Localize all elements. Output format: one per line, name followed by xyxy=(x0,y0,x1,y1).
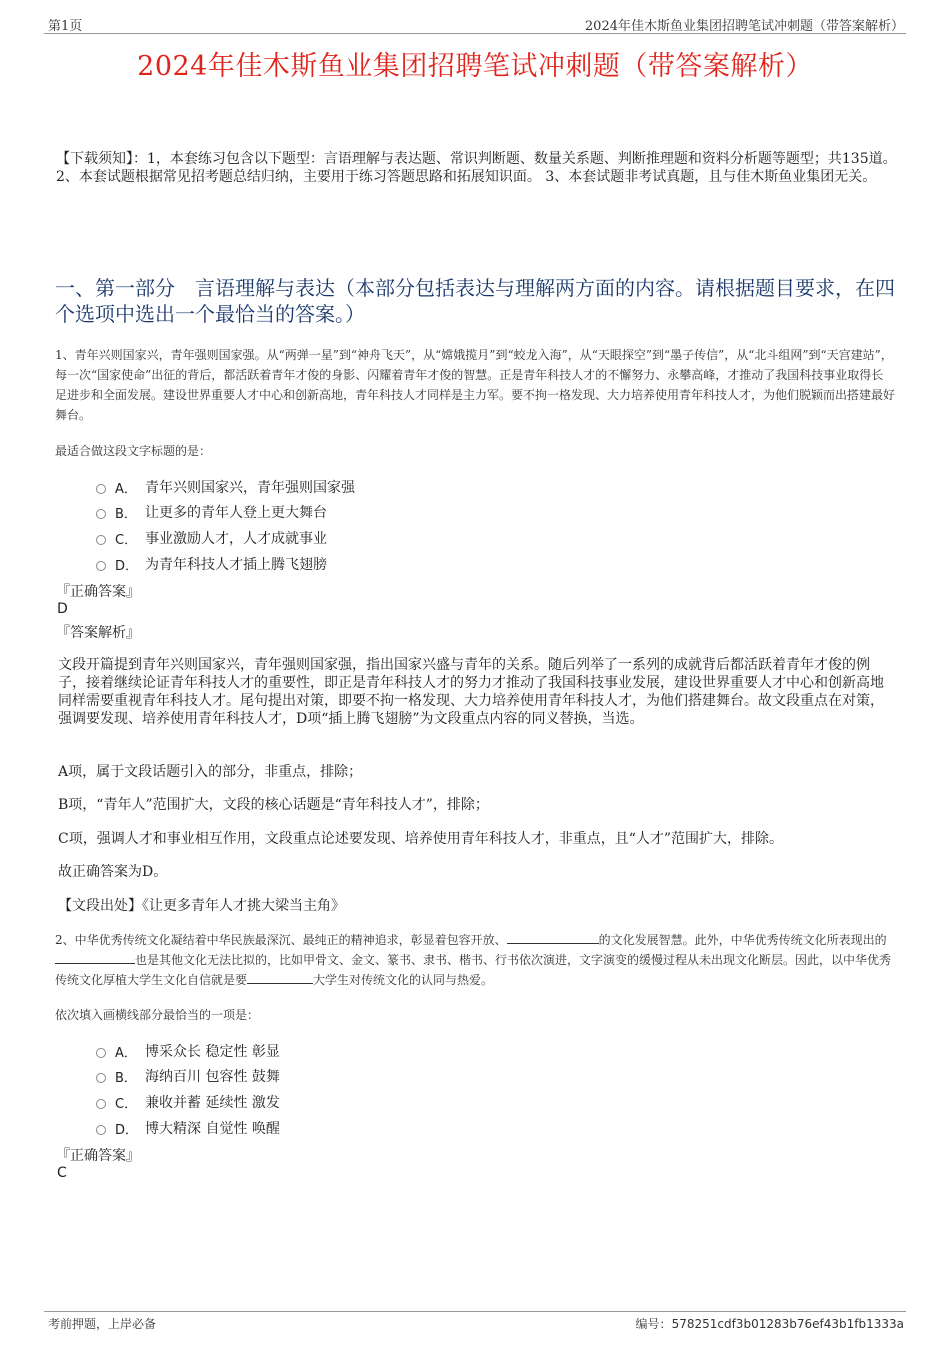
option-letter: D． xyxy=(115,1122,139,1138)
q1-analysis-label: 『答案解析』 xyxy=(56,625,140,641)
option-letter: A． xyxy=(115,481,137,497)
q1-conclusion: 故正确答案为D。 xyxy=(58,864,168,880)
q1-note-c: C项，强调人才和事业相互作用，文段重点论述要发现、培养使用青年科技人才，非重点，且“人才”范围扩大，排除。 xyxy=(58,831,784,847)
q2-answer-label: 『正确答案』 xyxy=(56,1148,140,1164)
question-1-prompt: 最适合做这段文字标题的是： xyxy=(55,444,212,458)
q1-note-b: B项，“青年人”范围扩大，文段的核心话题是“青年科技人才”，排除； xyxy=(58,797,489,813)
radio-icon[interactable] xyxy=(96,1099,106,1109)
question-2-text xyxy=(55,930,895,990)
q2-text-part: 2、中华优秀传统文化凝结着中华民族最深沉、最纯正的精神追求，彰显着包容开放、 xyxy=(55,933,507,947)
header-divider xyxy=(44,33,906,34)
q1-option-b[interactable] xyxy=(96,502,327,522)
option-text: 博大精深 自觉性 唤醒 xyxy=(145,1121,280,1137)
q1-note-a: A项，属于文段话题引入的部分，非重点，排除； xyxy=(58,764,363,780)
option-text: 兼收并蓄 延续性 激发 xyxy=(145,1095,280,1111)
radio-icon[interactable] xyxy=(96,509,106,519)
option-text: 为青年科技人才插上腾飞翅膀 xyxy=(145,557,327,573)
page-title: 2024年佳木斯鱼业集团招聘笔试冲刺题（带答案解析） xyxy=(137,51,813,82)
fill-blank xyxy=(247,971,313,984)
q1-answer: D xyxy=(57,601,68,617)
radio-icon[interactable] xyxy=(96,484,106,494)
q2-text-part: 大学生对传统文化的认同与热爱。 xyxy=(313,973,494,987)
radio-icon[interactable] xyxy=(96,535,106,545)
q1-option-a[interactable] xyxy=(96,477,355,497)
q1-analysis: 文段开篇提到青年兴则国家兴，青年强则国家强，指出国家兴盛与青年的关系。随后列举了一系列的成就背后都活跃着青年才俊的例子，接着继续论证青年科技人才的重要性，即正是青年科技人才的努力才推动了我国科技事业发展，建设世界重要人才中心和创新高地同样需要重视青年科技人才。尾句提出对策，即要不拘一格发现、大力培养使用青年科技人才，为他们搭建舞台。故文段重点在对策，强调要发现、培养使用青年科技人才，D项“插上腾飞翅膀”为文段重点内容的同义替换，当选。 xyxy=(58,657,884,727)
q2-option-b[interactable] xyxy=(96,1066,280,1086)
radio-icon[interactable] xyxy=(96,561,106,571)
q2-text-part: 也是其他文化无法比拟的，比如甲骨文、金文、篆书、隶书、楷书、行书依次演进，文字演变的缓慢过程从未出现文化断层。因此，以中华优秀传统文化厚植大学生文化自信就是要 xyxy=(55,953,892,987)
option-letter: B． xyxy=(115,1070,137,1086)
option-text: 海纳百川 包容性 鼓舞 xyxy=(145,1069,280,1085)
option-text: 事业激励人才，人才成就事业 xyxy=(145,531,327,547)
fill-blank xyxy=(507,931,599,944)
q1-answer-label: 『正确答案』 xyxy=(56,584,140,600)
running-title: 2024年佳木斯鱼业集团招聘笔试冲刺题（带答案解析） xyxy=(584,19,904,34)
footer-code xyxy=(636,1315,904,1332)
code-label: 编号： xyxy=(635,1317,672,1331)
section-heading: 一、第一部分 言语理解与表达（本部分包括表达与理解两方面的内容。请根据题目要求，在四个选项中选出一个最恰当的答案。） xyxy=(55,276,895,326)
code-value: 578251cdf3b01283b76ef43b1fb1333a xyxy=(671,1317,904,1331)
q2-answer: C xyxy=(57,1165,67,1181)
q2-option-d[interactable] xyxy=(96,1118,280,1138)
q2-text-part: 的文化发展智慧。此外，中华优秀传统文化所表现出的 xyxy=(598,933,887,947)
option-letter: B． xyxy=(115,506,137,522)
option-text: 博采众长 稳定性 彰显 xyxy=(145,1044,280,1060)
q1-option-d[interactable] xyxy=(96,554,327,574)
q2-option-a[interactable] xyxy=(96,1041,280,1061)
footer-slogan: 考前押题，上岸必备 xyxy=(48,1317,157,1331)
fill-blank xyxy=(55,951,135,964)
option-letter: C． xyxy=(115,532,138,548)
footer-divider xyxy=(44,1311,906,1312)
option-letter: D． xyxy=(115,558,139,574)
radio-icon[interactable] xyxy=(96,1073,106,1083)
page-number: 第1页 xyxy=(48,19,83,34)
radio-icon[interactable] xyxy=(96,1048,106,1058)
radio-icon[interactable] xyxy=(96,1125,106,1135)
question-2-prompt: 依次填入画横线部分最恰当的一项是： xyxy=(55,1008,260,1022)
download-notice: 【下载须知】：1，本套练习包含以下题型：言语理解与表达题、常识判断题、数量关系题、判断推理题和资料分析题等题型；共135道。 2、本套试题根据常见招考题总结归纳，主要用于练习答题思路和拓展知识面。 3、本套试题非考试真题，且与佳木斯鱼业集团无关。 xyxy=(56,151,897,185)
option-letter: A． xyxy=(115,1045,137,1061)
option-text: 青年兴则国家兴，青年强则国家强 xyxy=(145,480,355,496)
q1-option-c[interactable] xyxy=(96,528,327,548)
q1-source: 【文段出处】《让更多青年人才挑大梁当主角》 xyxy=(58,898,345,914)
question-1-text: 1、青年兴则国家兴，青年强则国家强。从“两弹一星”到“神舟飞天”，从“嫦娥揽月”到“蛟龙入海”，从“天眼探空”到“墨子传信”，从“北斗组网”到“天宫建站”，每一次“国家使命”出征的背后，都活跃着青年才俊的身影、闪耀着青年才俊的智慧。正是青年科技人才的不懈努力、永攀高峰，才推动了我国科技事业取得长足进步和全面发展。建设世界重要人才中心和创新高地，青年科技人才同样是主力军。要不拘一格发现、大力培养使用青年科技人才，为他们脱颖而出搭建最好舞台。 xyxy=(55,348,896,422)
option-text: 让更多的青年人登上更大舞台 xyxy=(145,505,327,521)
option-letter: C． xyxy=(115,1096,138,1112)
q2-option-c[interactable] xyxy=(96,1092,280,1112)
